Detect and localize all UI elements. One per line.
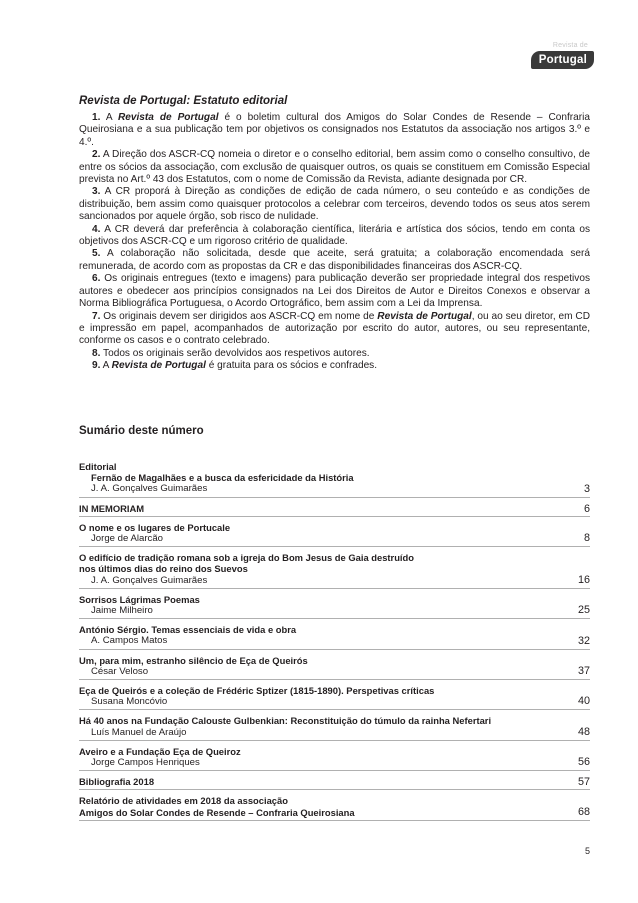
paragraph-number: 7. — [92, 310, 101, 322]
estatuto-title: Revista de Portugal: Estatuto editorial — [79, 95, 288, 107]
toc-entry-page: 57 — [577, 776, 590, 789]
toc-entry — [79, 746, 590, 771]
estatuto-paragraph — [79, 348, 590, 360]
estatuto-paragraph — [79, 149, 590, 186]
paragraph-text: é gratuita para os sócios e confrades. — [205, 360, 378, 372]
toc-entry-author: Susana Moncóvio — [91, 696, 168, 708]
paragraph-number: 1. — [92, 112, 101, 123]
toc-entry-title: Relatório de atividades em 2018 da associação — [79, 795, 288, 807]
estatuto-paragraph — [79, 186, 590, 223]
toc-entry-title: Um, para mim, estranho silêncio de Eça de Queirós — [79, 654, 308, 666]
toc-entry-title: Eça de Queirós e a coleção de Frédéric Sptizer (1815-1890). Perspetivas críticas — [79, 685, 435, 697]
estatuto-items — [79, 112, 590, 373]
toc-entry-page: 16 — [577, 573, 590, 586]
paragraph-number: 3. — [92, 186, 101, 198]
toc-entry-title-cont: Amigos do Solar Condes de Resende – Confraria Queirosiana — [79, 806, 355, 818]
toc-entry — [79, 624, 590, 649]
toc-entry — [79, 552, 590, 589]
toc-entry-page: 25 — [577, 604, 590, 617]
toc-entry-title-cont: nos últimos dias do reino dos Suevos — [79, 563, 248, 575]
toc-entry-title: O nome e os lugares de Portucale — [79, 521, 231, 533]
toc-entry-page: 3 — [583, 482, 590, 495]
paragraph-number: 4. — [92, 223, 101, 235]
toc-entry-title: António Sérgio. Temas essenciais de vida e obra — [79, 624, 297, 636]
toc-entry-author: César Veloso — [91, 665, 149, 677]
paragraph-text: A CR deverá dar preferência à colaboração científica, literária e artística dos sócios, tendo em conta os objetivos dos ASCR-CQ e um rigoroso critério de qualidade. — [79, 223, 590, 248]
toc-entry — [79, 795, 590, 820]
toc-entry — [79, 522, 590, 547]
toc-entry-page: 37 — [577, 665, 590, 678]
toc-entry-title: O edifício de tradição romana sob a igreja do Bom Jesus de Gaia destruído — [79, 552, 414, 564]
estatuto-paragraph — [79, 112, 590, 149]
paragraph-text: é o boletim cultural dos Amigos do Solar Condes de Resende – Confraria Queirosiana e a sua publicação tem por objetivos os consignados nos Estatutos da associação nos artigos 3.º e 4.º. — [79, 112, 590, 148]
paragraph-number: 2. — [92, 149, 101, 161]
toc-entry-author: Luís Manuel de Araújo — [91, 726, 187, 738]
paragraph-text: A — [100, 360, 112, 372]
sumario-title: Sumário deste número — [79, 425, 204, 437]
toc-entry-author: J. A. Gonçalves Guimarães — [91, 483, 208, 495]
toc-entry-page: 6 — [583, 502, 590, 515]
toc-entry-title: Bibliografia 2018 — [79, 776, 155, 788]
journal-title: Revista de Portugal — [377, 310, 472, 322]
badge-label: Portugal — [531, 51, 594, 69]
estatuto-section — [79, 95, 590, 373]
journal-title: Revista de Portugal — [111, 360, 206, 372]
estatuto-paragraph — [79, 273, 590, 310]
estatuto-paragraph — [79, 224, 590, 249]
toc-entry-author: J. A. Gonçalves Guimarães — [91, 574, 208, 586]
toc-entry — [79, 715, 590, 740]
toc-entry — [79, 503, 590, 517]
paragraph-text: Os originais devem ser dirigidos aos ASCR-CQ em nome de — [100, 310, 378, 322]
toc-entry-title: Fernão de Magalhães e a busca da esfericidade da História — [91, 472, 354, 484]
paragraph-text: Os originais entregues (texto e imagens) para publicação deverão ser propriedade integral dos respetivos autores e obedecer aos princípios consignados na Lei dos Direitos de Autor e Direitos Conexos e observar a Norma Bibliográfica Portuguesa, o Acordo Ortográfico, bem assim com a Lei da Imprensa. — [79, 273, 590, 310]
estatuto-paragraph — [79, 360, 590, 372]
paragraph-text: A — [100, 112, 118, 123]
estatuto-paragraph — [79, 248, 590, 273]
estatuto-paragraph — [79, 311, 590, 348]
paragraph-text: A CR proporá à Direção as condições de edição de cada número, o seu conteúdo e as condições de distribuição, bem assim como quaisquer protocolos a celebrar com terceiros, devendo todos os seus atos serem sancionados por aquele órgão, sob risco de nulidade. — [79, 186, 590, 223]
paragraph-text: Todos os originais serão devolvidos aos respetivos autores. — [100, 347, 370, 359]
toc-entry — [79, 685, 590, 710]
toc-entry-title: Aveiro e a Fundação Eça de Queiroz — [79, 745, 241, 757]
toc-entry-page: 68 — [577, 805, 590, 818]
toc-entry-author: Jorge Campos Henriques — [91, 757, 200, 769]
paragraph-text: A colaboração não solicitada, desde que aceite, será gratuita; a colaboração encomendada será remunerada, de acordo com as propostas da CR e das disponibilidades financeiras dos ASCR-CQ. — [79, 248, 590, 272]
toc-entry-title: Há 40 anos na Fundação Calouste Gulbenkian: Reconstituição do túmulo da rainha Nefertari — [79, 715, 492, 727]
toc-entry — [79, 655, 590, 680]
toc-entry-title: Sorrisos Lágrimas Poemas — [79, 593, 200, 605]
paragraph-number: 9. — [92, 360, 101, 372]
toc-entry-title: IN MEMORIAM — [79, 502, 145, 514]
toc-entry-page: 32 — [577, 634, 590, 647]
toc-entry-author: Jorge de Alarcão — [91, 533, 163, 545]
paragraph-text: A Direção dos ASCR-CQ nomeia o diretor e o conselho editorial, bem assim como o conselho consultivo, de entre os sócios da associação, com exclusão de quaisquer outros, os quais se constituem em Comissão Especial prevista no Art.º 43 dos Estatutos, com o nome de Comissão da Revista, adiante designada por CR. — [79, 149, 590, 186]
toc-entry-author: A. Campos Matos — [91, 635, 168, 647]
toc-entry — [79, 461, 590, 498]
badge-top-text: Revista de — [552, 42, 588, 49]
paragraph-number: 8. — [92, 347, 101, 359]
toc-entry-author: Jaime Milheiro — [91, 605, 153, 617]
paragraph-text: , ou ao seu diretor, em CD e impressão em papel, acompanhados de autorização por escrito do autor, autores, ou seu representante, conforme os casos e o contrato celebrado. — [79, 310, 590, 347]
table-of-contents — [79, 461, 590, 826]
toc-section-label: Editorial — [79, 461, 117, 472]
paragraph-number: 6. — [92, 273, 101, 285]
journal-badge — [534, 42, 594, 72]
toc-entry — [79, 594, 590, 619]
toc-entry — [79, 776, 590, 790]
toc-entry-page: 48 — [577, 725, 590, 738]
toc-entry-page: 40 — [577, 695, 590, 708]
toc-entry-page: 8 — [583, 532, 590, 545]
toc-entry-page: 56 — [577, 756, 590, 769]
paragraph-number: 5. — [92, 248, 101, 260]
page-number: 5 — [584, 846, 590, 856]
journal-title: Revista de Portugal — [117, 112, 219, 123]
